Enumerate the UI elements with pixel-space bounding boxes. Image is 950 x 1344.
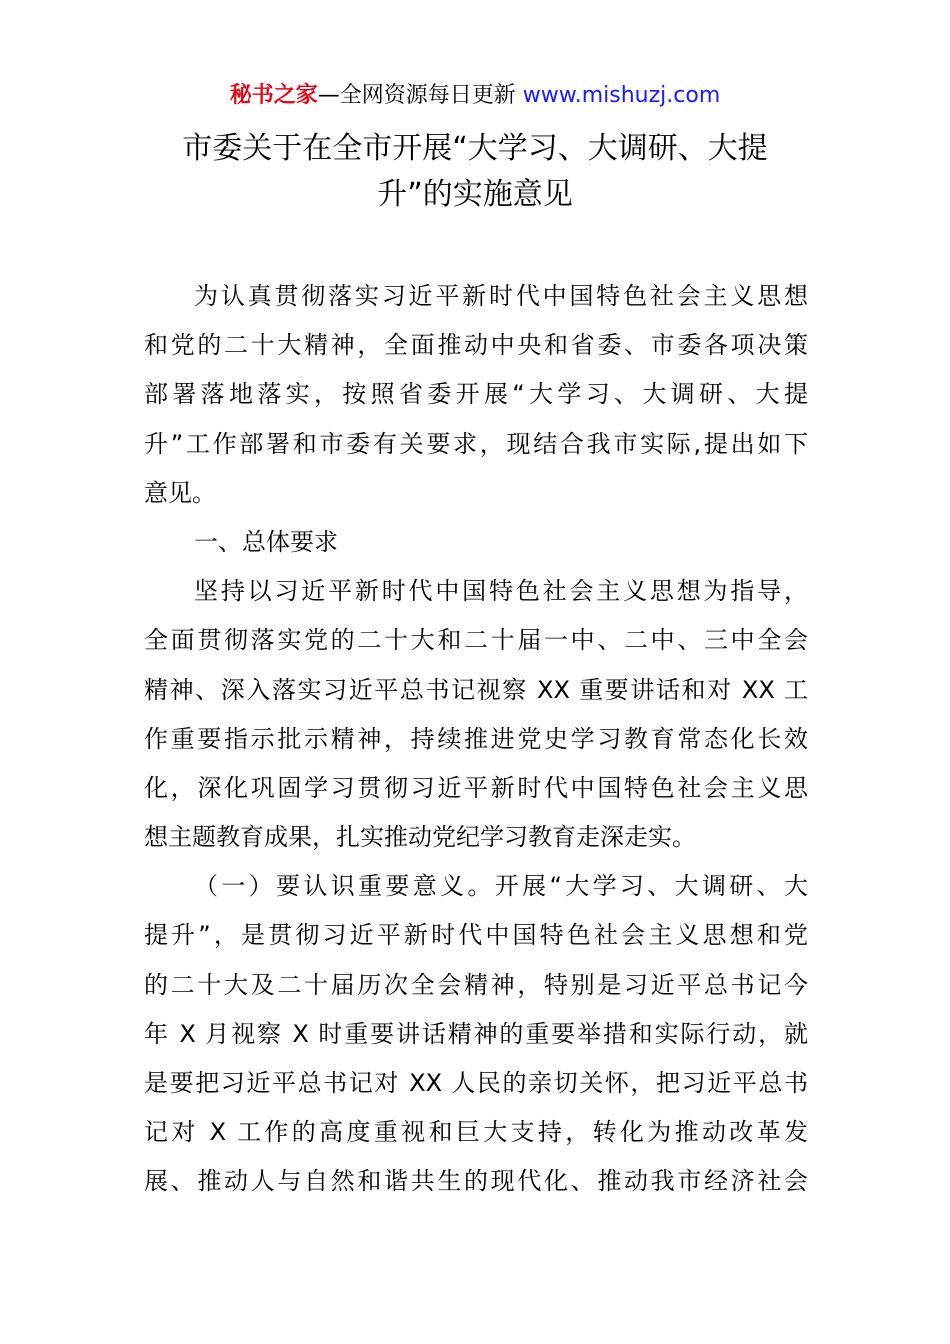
paragraph-line: 是要把习近平总书记对 XX 人民的亲切关怀，把习近平总书 bbox=[144, 1069, 808, 1097]
paragraph-line: 提升”，是贯彻习近平新时代中国特色社会主义思想和党 bbox=[144, 921, 808, 950]
title-line: 升”的实施意见 bbox=[377, 177, 573, 212]
paragraph-line: 的二十大及二十届历次全会精神，特别是习近平总书记今 bbox=[144, 970, 808, 999]
paragraph-line: （一）要认识重要意义。开展“大学习、大调研、大 bbox=[194, 872, 808, 901]
paragraph-line: 想主题教育成果，扎实推动党纪学习教育走深走实。 bbox=[144, 823, 696, 852]
site-url-link[interactable]: www.mishuzj.com bbox=[522, 83, 721, 108]
brand-name: 秘书之家 bbox=[229, 83, 318, 108]
paragraph-line: 年 X 月视察 X 时重要讲话精神的重要举措和实际行动，就 bbox=[144, 1019, 808, 1048]
document-body bbox=[144, 272, 808, 1207]
paragraph-line: 全面贯彻落实党的二十大和二十届一中、二中、三中全会 bbox=[144, 626, 808, 655]
title-line: 市委关于在全市开展“大学习、大调研、大提 bbox=[182, 131, 768, 166]
paragraph-line: 精神、深入落实习近平总书记视察 XX 重要讲话和对 XX 工 bbox=[144, 675, 808, 704]
paragraph-line: 坚持以习近平新时代中国特色社会主义思想为指导， bbox=[194, 577, 808, 606]
header-tagline: —全网资源每日更新 bbox=[317, 83, 523, 108]
paragraph-line: 升”工作部署和市委有关要求，现结合我市实际,提出如下 bbox=[144, 429, 808, 458]
paragraph-line: 为认真贯彻落实习近平新时代中国特色社会主义思想 bbox=[194, 282, 808, 310]
section-heading: 一、总体要求 bbox=[194, 527, 338, 556]
document-title bbox=[130, 126, 820, 218]
paragraph-line: 展、推动人与自然和谐共生的现代化、推动我市经济社会 bbox=[144, 1167, 808, 1196]
paragraph-line: 记对 X 工作的高度重视和巨大支持，转化为推动改革发 bbox=[144, 1118, 808, 1147]
paragraph-line: 化，深化巩固学习贯彻习近平新时代中国特色社会主义思 bbox=[144, 773, 808, 802]
paragraph-line: 意见。 bbox=[144, 478, 216, 507]
paragraph-line: 部署落地落实，按照省委开展“大学习、大调研、大提 bbox=[144, 380, 808, 409]
site-header bbox=[0, 80, 950, 112]
paragraph-line: 作重要指示批示精神，持续推进党史学习教育常态化长效 bbox=[144, 724, 808, 753]
paragraph-line: 和党的二十大精神，全面推动中央和省委、市委各项决策 bbox=[144, 331, 808, 360]
